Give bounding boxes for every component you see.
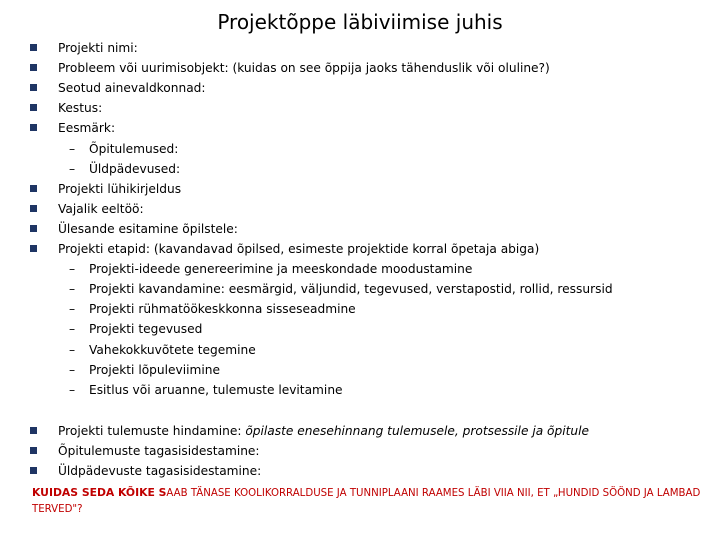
bullet-square-icon: [30, 185, 37, 192]
bullet-square-icon: [30, 467, 37, 474]
dash-marker: –: [69, 161, 76, 176]
list-item-text: Projekti rühmatöökeskkonna sisseseadmine: [89, 302, 356, 317]
outcome-feedback-text: Õpitulemuste tagasisidestamine:: [58, 444, 260, 458]
list-item-text: Seotud ainevaldkonnad:: [58, 81, 206, 96]
dash-marker: –: [69, 302, 76, 317]
list-item-text: Projekti etapid: (kavandavad õpilsed, esimeste projektide korral õpetaja abiga): [58, 242, 540, 256]
bullet-square-icon: [30, 104, 37, 111]
bullet-square-icon: [30, 64, 37, 71]
assessment-detail: õpilaste enesehinnang tulemusele, protsessile ja õpitule: [245, 424, 590, 438]
competence-feedback-text: Üldpädevuste tagasisidestamine:: [58, 464, 262, 478]
list-item-text: Projekti lühikirjeldus: [58, 181, 182, 196]
dash-marker: –: [69, 282, 76, 297]
footer-emphasis: KUIDAS SEDA KÕIKE S: [32, 486, 167, 499]
list-item-text: Ülesande esitamine õpilstele:: [58, 221, 238, 236]
bullet-square-icon: [30, 245, 37, 252]
list-item-text: Üldpädevused:: [89, 161, 181, 176]
list-item-text: Projekti nimi:: [58, 41, 138, 55]
list-item-text: Projekti-ideede genereerimine ja meeskondade moodustamine: [89, 262, 473, 277]
list-item-text: Vahekokkuvõtete tegemine: [89, 342, 256, 357]
bullet-square-icon: [30, 44, 37, 51]
list-item-text: Esitlus või aruanne, tulemuste levitamine: [89, 382, 343, 397]
dash-marker: –: [69, 362, 76, 377]
list-item-text: Õpitulemused:: [89, 141, 179, 156]
dash-marker: –: [69, 262, 76, 277]
bullet-square-icon: [30, 84, 37, 91]
list-item-text: Vajalik eeltöö:: [58, 201, 144, 216]
bullet-square-icon: [30, 447, 37, 454]
bullet-square-icon: [30, 225, 37, 232]
bullet-square-icon: [30, 427, 37, 434]
slide-title: Projektõppe läbiviimise juhis: [217, 10, 503, 34]
bullet-square-icon: [30, 124, 37, 131]
list-item-text: Kestus:: [58, 101, 103, 116]
footer-rest: AAB TÄNASE KOOLIKORRALDUSE JA TUNNIPLAANI RAAMES LÄBI VIIA NII, ET „HUNDID SÖÖND JA LAMBAD TERVED"?: [32, 488, 701, 515]
list-item-text: Projekti kavandamine: eesmärgid, väljundid, tegevused, verstapostid, rollid, ressursid: [89, 282, 613, 297]
footer-question: [32, 485, 712, 518]
list-item-text: Projekti lõpuleviimine: [89, 362, 220, 377]
list-item-text: Projekti tegevused: [89, 322, 203, 337]
dash-marker: –: [69, 382, 76, 397]
list-item-text: Probleem või uurimisobjekt: (kuidas on see õppija jaoks tähenduslik või oluline?): [58, 61, 550, 76]
dash-marker: –: [69, 342, 76, 357]
assessment-label: Projekti tulemuste hindamine:: [58, 424, 246, 438]
bullet-square-icon: [30, 205, 37, 212]
dash-marker: –: [69, 322, 76, 337]
list-item-text: Eesmärk:: [58, 121, 116, 136]
dash-marker: –: [69, 141, 76, 156]
